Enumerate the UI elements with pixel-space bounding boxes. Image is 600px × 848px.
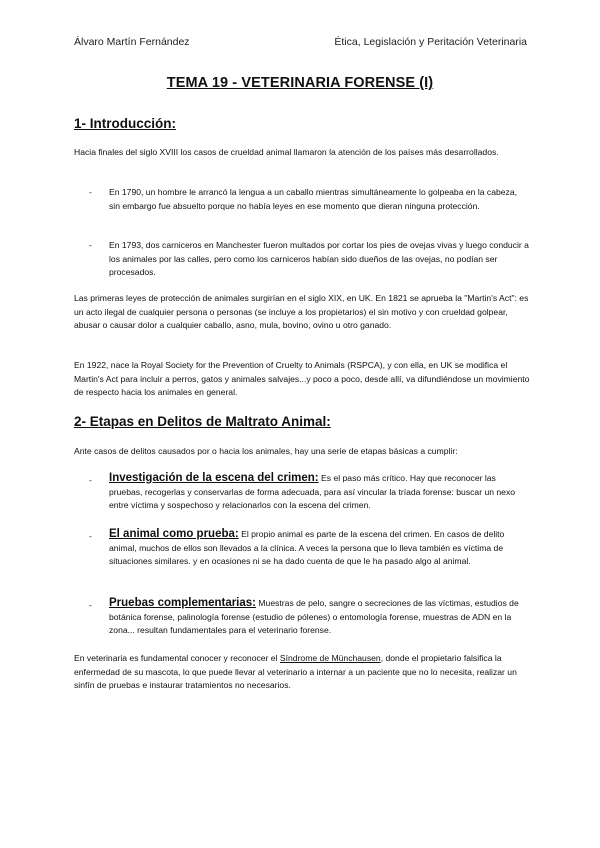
section-2-intro: Ante casos de delitos causados por o hacia los animales, hay una serie de etapas básicas a cumplir: <box>74 446 458 456</box>
stage-description: Es el paso más crítico. Hay que reconocer las pruebas, recogerlas y conservarlas de forma adecuada, para así vincular la tríada forense: buscar un nexo entre víctima y sospechoso y relacionarlos con la escena del crimen. <box>109 473 516 511</box>
bullet-dash: - <box>89 187 92 197</box>
header-author: Álvaro Martín Fernández <box>74 36 190 48</box>
bullet-dash: - <box>89 475 92 485</box>
list-item-text <box>109 528 529 569</box>
list-item-text <box>109 597 529 638</box>
stage-term: El animal como prueba: <box>109 528 239 540</box>
stage-description: El propio animal es parte de la escena del crimen. En casos de delito animal, muchos de ellos son llevados a la clínica. A veces la persona que lo lleva también es víctima de situaciones similares. y en ocasiones ni se ha dado cuenta de que le ha pasado algo al animal. <box>109 529 505 567</box>
bullet-dash: - <box>89 531 92 541</box>
section-1-paragraph-2: Las primeras leyes de protección de animales surgirían en el siglo XIX, en UK. En 1821 se aprueba la "Martin's Act": es un acto ilegal de cualquier persona o personas (se incluye a los propietarios) el sin motivo y con crueldad golpear, abusar o causar dolor a cualquier caballo, asno, mula, bovino, ovino u otro ganado. <box>74 293 529 331</box>
header-course: Ética, Legislación y Peritación Veterinaria <box>334 36 527 48</box>
stage-term: Pruebas complementarias: <box>109 597 257 609</box>
list-item-text <box>109 472 529 513</box>
list-item-text: En 1793, dos carniceros en Manchester fueron multados por cortar los pies de ovejas vivas y luego conducir a los animales por las calles, pero como los carniceros habían sido dueños de las ovejas, no podían ser procesados. <box>109 240 529 278</box>
section-2-heading: 2- Etapas en Delitos de Maltrato Animal: <box>74 414 331 429</box>
bullet-dash: - <box>89 240 92 250</box>
section-2-closing <box>74 652 530 693</box>
section-1-intro: Hacia finales del siglo XVIII los casos de crueldad animal llamaron la atención de los países más desarrollados. <box>74 147 499 157</box>
section-1-paragraph-3: En 1922, nace la Royal Society for the Prevention of Cruelty to Animals (RSPCA), y con ella, en UK se modifica el Martin's Act para incluir a perros, gatos y animales salvajes...y poco a poco, desde allí, va difundiéndose un movimiento de respecto hacia los animales en general. <box>74 360 530 398</box>
munchausen-link[interactable]: Síndrome de Münchausen <box>279 653 381 663</box>
document-title: TEMA 19 - VETERINARIA FORENSE (I) <box>166 75 434 91</box>
section-1-heading: 1- Introducción: <box>74 116 176 131</box>
bullet-dash: - <box>89 600 92 610</box>
closing-text-before: En veterinaria es fundamental conocer y reconocer el <box>74 653 280 663</box>
closing-text-after: , donde el propietario falsifica la enfermedad de su mascota, lo que puede llevar al veterinario a internar a un paciente que no lo necesita, realizar un sinfín de pruebas e instaurar tratamientos no necesarios. <box>74 653 517 691</box>
stage-description: Muestras de pelo, sangre o secreciones de las víctimas, estudios de botánica forense, palinología forense (estudio de pólenes) o entomología forense, muestras de ADN en la zona... resultan fundamentales para el veterinario forense. <box>109 598 519 636</box>
stage-term: Investigación de la escena del crimen: <box>109 472 319 484</box>
list-item-text: En 1790, un hombre le arrancó la lengua a un caballo mientras simultáneamente lo golpeaba en la cabeza, sin embargo fue absuelto porque no había leyes en ese momento que dieran ninguna protección. <box>109 187 517 211</box>
